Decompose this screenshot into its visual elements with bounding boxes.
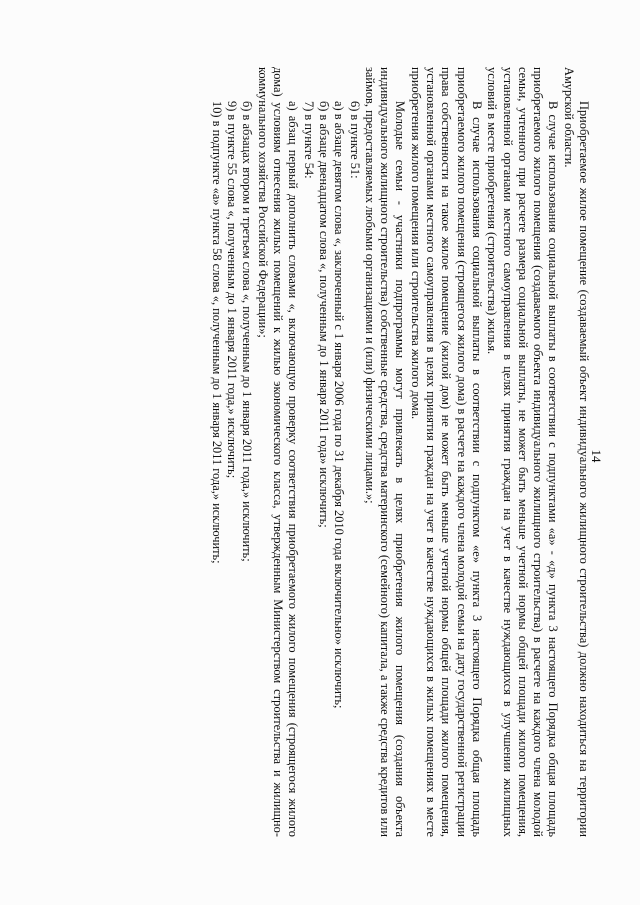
paragraph-own-funds: Молодые семьи - участники подпрограммы могут привлекать в целях приобретения жилого помещения (создания объекта индивидуального жилищного строительства) собственные средства, средства материнского (семейного) капитала, а также средства кредитов или займов, предоставляемых любыми организациями и (или) физическими лицами.»; xyxy=(362,67,408,837)
paragraph-item-6a: а) в абзаце девятом слова «, заключенный с 1 января 2006 года по 31 декабря 2010 года включительно» исключить; xyxy=(332,101,347,709)
paragraph-item-7b: б) в абзацах втором и третьем слова «, полученным до 1 января 2011 года,» исключить; xyxy=(240,101,255,562)
paragraph-item-7: 7) в пункте 54: xyxy=(301,101,316,179)
paragraph-item-7a: а) абзац первый дополнить словами «, включающую проверку соответствия приобретаемого жилого помещения (строящегося жилого дома) условиям отнесения жилых помещений к жилью экономического класса, утвержденным Министерством строительства и жилищно-коммунального хозяйства Российской Федерации»; xyxy=(255,67,301,837)
page-number: 14 xyxy=(589,449,604,463)
paragraph-item-10: 10) в подпункте «а» пункта 58 слова «, полученным до 1 января 2011 года,» исключить; xyxy=(209,101,224,564)
paragraph-item-9: 9) в пункте 55 слова «, полученным до 1 января 2011 года,» исключить; xyxy=(225,101,240,479)
paragraph-area-subparagraph-e: В случае использования социальной выплаты в соответствии с подпунктом «е» пункта 3 настоящего Порядка общая площадь приобретаемого жилого помещения (строящегося жилого дома) в расчете на каждого члена молодой семьи на дату государственной регистрации права собственности на такое жилое помещение (жилой дом) не может быть меньше учетной нормы общей площади жилого помещения, установленной органами местного самоуправления в целях принятия граждан на учет в качестве нуждающихся в жилых помещениях в месте приобретения жилого помещения или строительства жилого дома. xyxy=(408,67,484,837)
paragraph-item-6: 6) в пункте 51: xyxy=(347,101,362,179)
paragraph-item-6b: б) в абзаце двенадцатом слова «, полученным до 1 января 2011 года» исключить; xyxy=(316,101,331,528)
document-body xyxy=(121,67,591,837)
paragraph-location: Приобретаемое жилое помещение (создаваемый объект индивидуального жилищного строительства) должно находиться на территории Амурской области. xyxy=(561,67,591,837)
paragraph-area-subparagraphs-a-d: В случае использования социальной выплаты в соответствии с подпунктами «а» - «д» пункта 3 настоящего Порядка общая площадь приобретаемого жилого помещения (создаваемого объекта индивидуального жилищного строительства) в расчете на каждого члена молодой семьи, учтенного при расчете размера социальной выплаты, не может быть меньше учетной нормы общей площади жилого помещения, установленной органами местного самоуправления в целях принятия граждан на учет в качестве нуждающихся в улучшении жилищных условий в месте приобретения (строительства) жилья. xyxy=(485,67,561,837)
